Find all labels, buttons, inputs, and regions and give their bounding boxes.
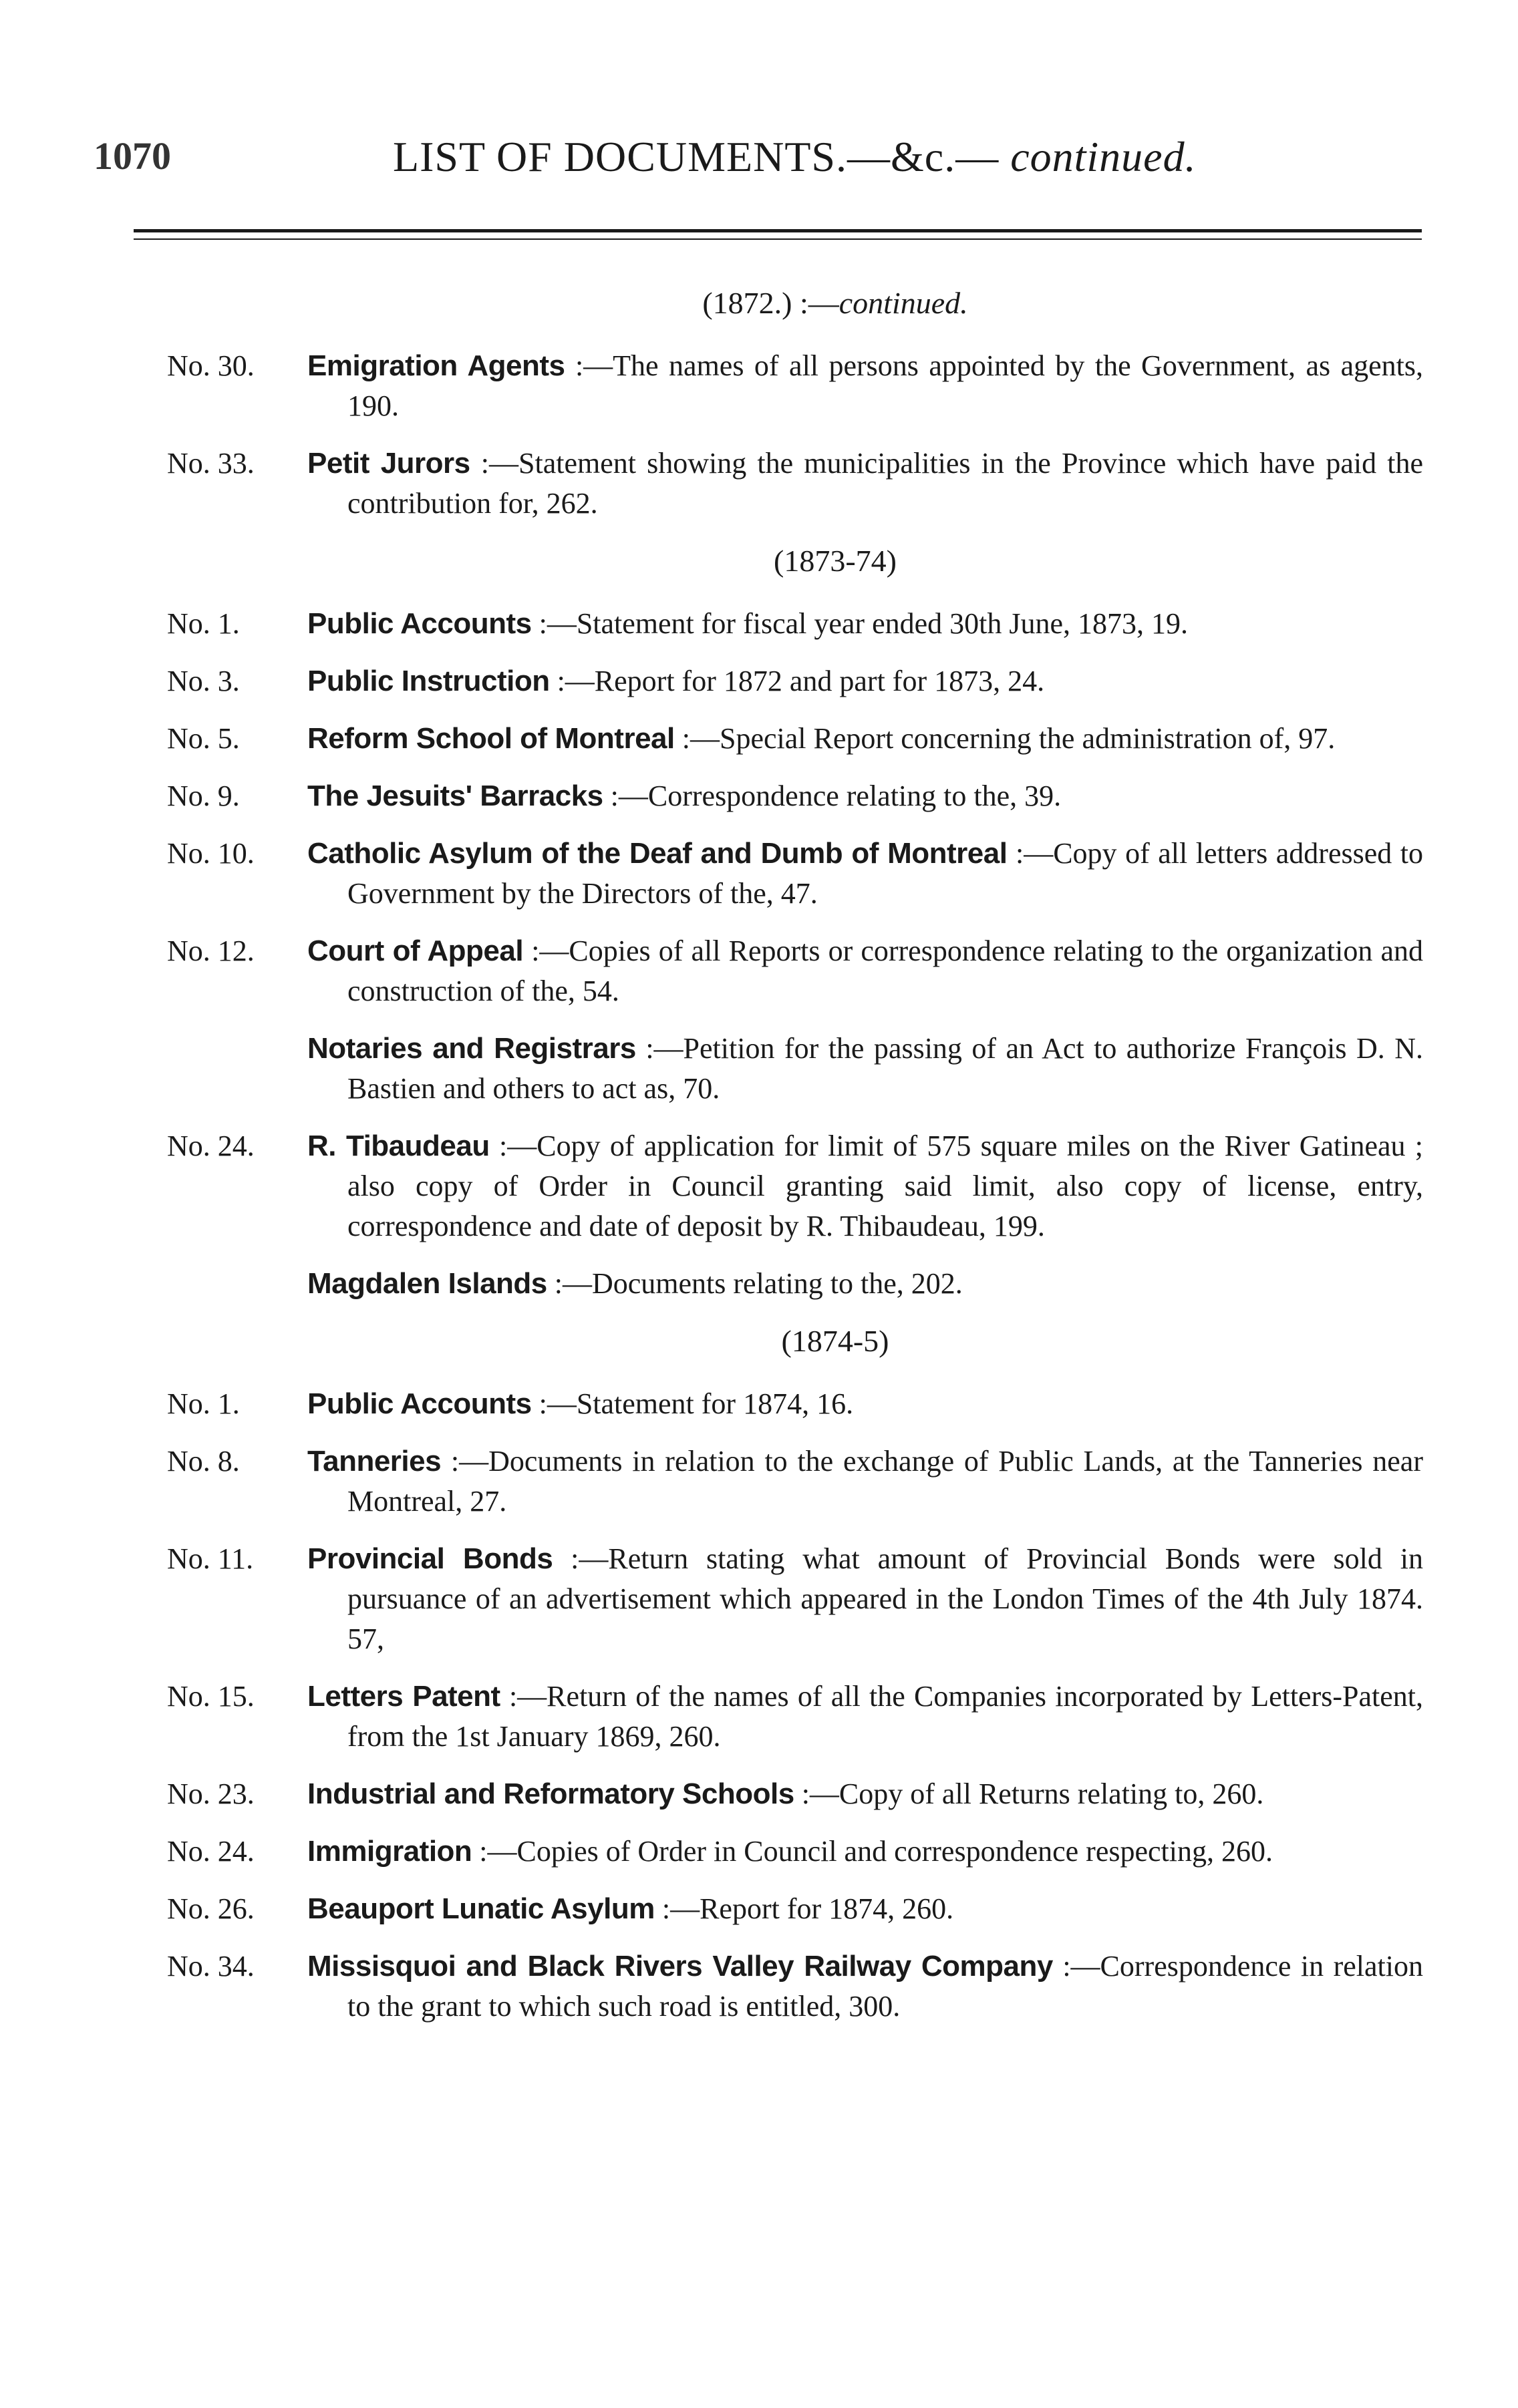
document-entry [167, 776, 1423, 816]
entry-title: Emigration Agents [307, 349, 565, 382]
entry-title: Missisquoi and Black Rivers Valley Railway Company [307, 1950, 1053, 1983]
section-heading-note: continued. [839, 286, 968, 320]
entry-number: No. 23. [167, 1777, 255, 1810]
entry-title: Magdalen Islands [307, 1267, 547, 1300]
entry-number: No. 3. [167, 665, 240, 697]
document-entry [167, 444, 1423, 524]
entry-title: Industrial and Reformatory Schools [307, 1777, 794, 1810]
document-entry [167, 1264, 1423, 1304]
entry-number: No. 33. [167, 447, 255, 480]
entry-description: :—Petition for the passing of an Act to authorize François D. N. Bastien and others to act as, 70. [347, 1032, 1423, 1105]
entry-body [307, 444, 1423, 524]
entry-description: :—Report for 1872 and part for 1873, 24. [549, 665, 1045, 697]
entry-description: :—Statement for 1874, 16. [531, 1387, 854, 1420]
document-entry [167, 1946, 1423, 2027]
entry-description: :—Copies of all Reports or correspondence relating to the organization and construction of the, 54. [347, 934, 1423, 1007]
entry-title: The Jesuits' Barracks [307, 780, 603, 812]
entry-number: No. 24. [167, 1835, 255, 1868]
entry-title: R. Tibaudeau [307, 1130, 490, 1162]
document-entry [167, 1889, 1423, 1929]
document-entry [167, 719, 1423, 759]
document-entry [167, 1029, 1423, 1109]
entry-title: Reform School of Montreal [307, 722, 675, 755]
document-entry [167, 1774, 1423, 1814]
entry-title: Beauport Lunatic Asylum [307, 1892, 655, 1925]
running-head-continued: continued. [1010, 133, 1197, 180]
section-heading [167, 283, 1423, 323]
entry-number: No. 26. [167, 1892, 255, 1925]
running-head [393, 132, 1197, 182]
entry-number: No. 5. [167, 722, 240, 755]
entry-title: Public Instruction [307, 665, 550, 697]
entry-body [307, 1384, 1423, 1424]
entry-number: No. 1. [167, 607, 240, 640]
entry-description: :—Documents in relation to the exchange of Public Lands, at the Tanneries near Montreal, 27. [347, 1445, 1423, 1518]
entry-number: No. 15. [167, 1680, 255, 1713]
entry-body [307, 776, 1423, 816]
entry-body [307, 1029, 1423, 1109]
entry-number: No. 34. [167, 1950, 255, 1983]
document-entry [167, 1384, 1423, 1424]
entry-body [307, 834, 1423, 914]
document-entry [167, 661, 1423, 701]
entry-number: No. 9. [167, 780, 240, 812]
entry-body [307, 1126, 1423, 1246]
entry-title: Tanneries [307, 1445, 442, 1478]
entry-number: No. 1. [167, 1387, 240, 1420]
entry-description: :—Correspondence in relation to the grant to which such road is entitled, 300. [347, 1950, 1423, 2023]
entry-title: Letters Patent [307, 1680, 500, 1713]
entry-description: :—Special Report concerning the administration of, 97. [674, 722, 1336, 755]
section-heading-year: (1872.) :— [702, 286, 839, 320]
section-heading [167, 1321, 1423, 1361]
entry-description: :—Return stating what amount of Provincial Bonds were sold in pursuance of an advertisement which appeared in the London Times of the 4th July 1874. 57, [347, 1542, 1423, 1655]
entry-number: No. 24. [167, 1130, 255, 1162]
entry-title: Notaries and Registrars [307, 1032, 636, 1065]
document-entry [167, 834, 1423, 914]
page-number: 1070 [94, 134, 171, 178]
entry-body [307, 604, 1423, 644]
entry-body [307, 1889, 1423, 1929]
document-entry [167, 1441, 1423, 1522]
entry-body [307, 1264, 1423, 1304]
header-rule-thin [134, 238, 1422, 240]
entry-description: :—Copy of all letters addressed to Government by the Directors of the, 47. [347, 837, 1423, 910]
document-list [167, 267, 1423, 2044]
entry-body [307, 719, 1423, 759]
section-heading-year: (1873-74) [774, 544, 897, 578]
entry-body [307, 1946, 1423, 2027]
section-heading-year: (1874-5) [781, 1324, 889, 1358]
entry-body [307, 1832, 1423, 1872]
entry-description: :—Return of the names of all the Companies incorporated by Letters-Patent, from the 1st January 1869, 260. [347, 1680, 1423, 1753]
entry-description: :—Statement for fiscal year ended 30th June, 1873, 19. [531, 607, 1189, 640]
entry-body [307, 661, 1423, 701]
entry-body [307, 346, 1423, 426]
document-entry [167, 931, 1423, 1011]
entry-description: :—Report for 1874, 260. [654, 1892, 954, 1925]
entry-description: :—Copy of all Returns relating to, 260. [794, 1777, 1264, 1810]
entry-number: No. 30. [167, 349, 255, 382]
document-entry [167, 1126, 1423, 1246]
document-entry [167, 1832, 1423, 1872]
section-heading [167, 541, 1423, 581]
entry-title: Court of Appeal [307, 934, 524, 967]
entry-description: :—Documents relating to the, 202. [547, 1267, 963, 1300]
document-entry [167, 1677, 1423, 1757]
entry-title: Catholic Asylum of the Deaf and Dumb of Montreal [307, 837, 1008, 870]
document-entry [167, 346, 1423, 426]
entry-number: No. 11. [167, 1542, 254, 1575]
entry-title: Petit Jurors [307, 447, 470, 480]
entry-title: Provincial Bonds [307, 1542, 553, 1575]
entry-description: :—Copy of application for limit of 575 square miles on the River Gatineau ; also copy of Order in Council granting said limit, also copy of license, entry, correspondence and date of deposit by R. Thibaudeau, 199. [347, 1130, 1424, 1242]
entry-title: Public Accounts [307, 1387, 532, 1420]
entry-body [307, 931, 1423, 1011]
entry-title: Public Accounts [307, 607, 532, 640]
entry-body [307, 1441, 1423, 1522]
entry-number: No. 12. [167, 934, 255, 967]
entry-number: No. 10. [167, 837, 255, 870]
header-rule-thick [134, 229, 1422, 232]
entry-description: :—The names of all persons appointed by the Government, as agents, 190. [347, 349, 1423, 422]
document-entry [167, 1539, 1423, 1659]
entry-body [307, 1677, 1423, 1757]
entry-number: No. 8. [167, 1445, 240, 1478]
entry-title: Immigration [307, 1835, 472, 1868]
document-entry [167, 604, 1423, 644]
entry-description: :—Correspondence relating to the, 39. [603, 780, 1062, 812]
entry-description: :—Statement showing the municipalities in the Province which have paid the contribution for, 262. [347, 447, 1423, 520]
entry-body [307, 1539, 1423, 1659]
running-head-title: LIST OF DOCUMENTS.—&c.— [393, 133, 1000, 180]
entry-body [307, 1774, 1423, 1814]
entry-description: :—Copies of Order in Council and correspondence respecting, 260. [472, 1835, 1273, 1868]
